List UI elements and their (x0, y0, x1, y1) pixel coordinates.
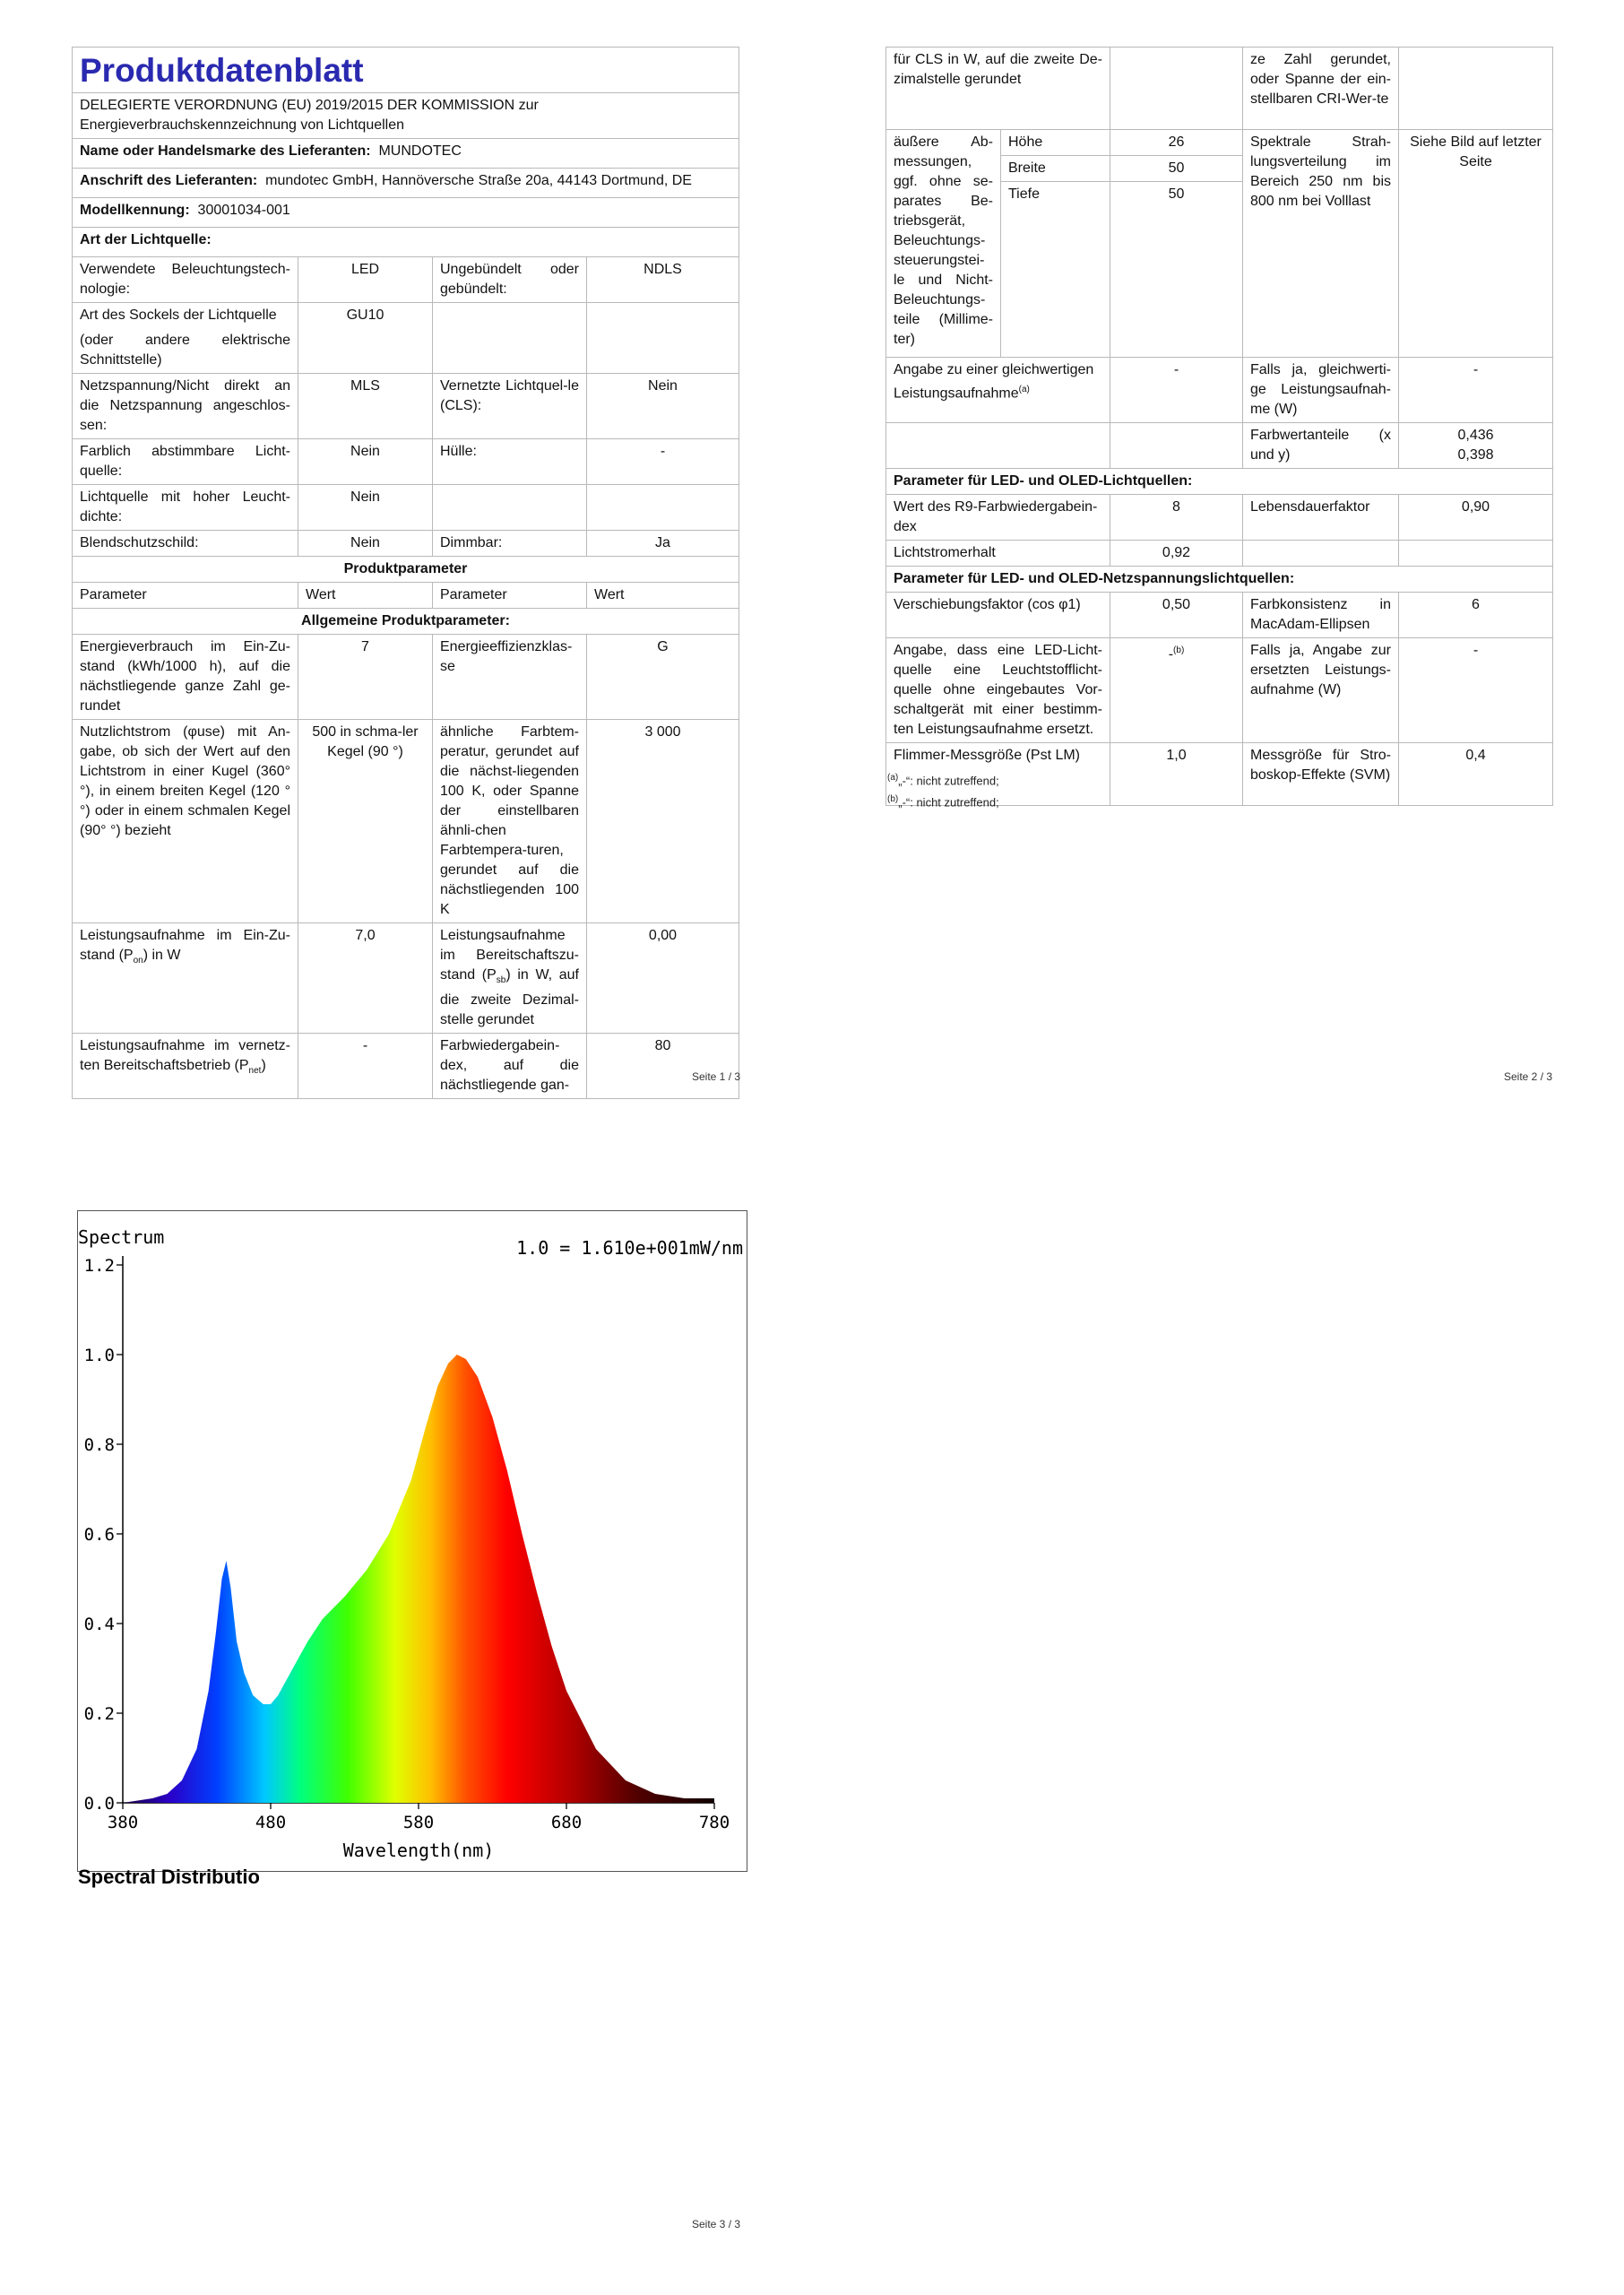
x-tick-label: 480 (255, 1813, 287, 1832)
supplier-name-value: MUNDOTEC (378, 143, 462, 159)
depth-value: 50 (1110, 182, 1243, 358)
replacement-value: -$^{(b)}$ (1110, 638, 1243, 743)
chart-title: Spectrum (78, 1226, 165, 1248)
p1-param-table (72, 256, 739, 1099)
replacement-label: Angabe, dass eine LED-Licht-quelle eine Leuchtstofflicht-quelle ohne eingebautes Vor-schaltgerät mit einer bestimm-ten Leistungsaufnahme ersetzt. (886, 638, 1110, 743)
cls-continued-label: für CLS in W, auf die zweite De-zimalstelle gerundet (886, 48, 1110, 130)
tech-value: LED (298, 257, 433, 303)
mains-value: MLS (298, 374, 433, 439)
r9-label: Wert des R9-Farbwiedergabein-dex (886, 495, 1110, 541)
socket-label (73, 303, 298, 374)
dimmable-label: Dimmbar: (433, 531, 587, 557)
y-tick-label: 0.0 (83, 1794, 115, 1814)
cls-label: Vernetzte Lichtquel-le (CLS): (433, 374, 587, 439)
envelope-value: - (587, 439, 739, 485)
high-luminance-value: Nein (298, 485, 433, 531)
replacement-w-value: - (1399, 638, 1553, 743)
glare-value: Nein (298, 531, 433, 557)
power-net-label: Leistungsaufnahme im vernetz-ten Bereitschaftsbetrieb $(P_{net})$ (73, 1034, 298, 1099)
x-tick-label: 680 (550, 1813, 583, 1832)
spectral-value: Siehe Bild auf letzter Seite (1399, 130, 1553, 358)
power-net-value: - (298, 1034, 433, 1099)
section-allgemeine: Allgemeine Produktparameter: (73, 609, 739, 635)
model-label: Modellkennung: (80, 203, 190, 218)
luminous-flux-value: 500 in schma-ler Kegel (90 °) (298, 720, 433, 923)
energy-value: 7 (298, 635, 433, 720)
regulation-text: DELEGIERTE VERORDNUNG (EU) 2019/2015 DER KOMMISSION zur Energieverbrauchskennzeichnung von Lichtquellen (73, 93, 739, 139)
socket-label-a: Art des Sockels der Lichtquelle (80, 307, 277, 323)
mains-label: Netzspannung/Nicht direkt an die Netzspannung angeschlos-sen: (73, 374, 298, 439)
flicker-value: 1,0 (1110, 743, 1243, 806)
glare-label: Blendschutzschild: (73, 531, 298, 557)
page-number-3: Seite 3 / 3 (692, 2218, 741, 2230)
dimensions-label: äußere Ab-messungen, ggf. ohne se-parates Be-triebsgerät, Beleuchtungs-steuerungstei-le und Nicht-Beleuchtungs-teile (Millime-ter) (886, 130, 1001, 358)
height-label: Höhe (1001, 130, 1110, 156)
section-led: Parameter für LED- und OLED-Lichtquellen: (886, 469, 1553, 495)
page-2 (885, 47, 1553, 806)
width-value: 50 (1110, 156, 1243, 182)
color-consistency-label: Farbkonsistenz in MacAdam-Ellipsen (1243, 593, 1399, 638)
page-title: Produktdatenblatt (80, 52, 364, 89)
cri-label: Farbwiedergabein-dex, auf die nächstliegende gan- (433, 1034, 587, 1099)
y-tick-label: 1.0 (83, 1346, 115, 1365)
supplier-name-row (73, 139, 739, 169)
x-tick-label: 580 (402, 1813, 435, 1832)
cct-value: 3 000 (587, 720, 739, 923)
address-row (73, 169, 739, 198)
tunable-value: Nein (298, 439, 433, 485)
art-label: Art der Lichtquelle: (73, 228, 739, 257)
efficiency-class-label: Energieeffizienzklas-se (433, 635, 587, 720)
cct-label: ähnliche Farbtem-peratur, gerundet auf die nächst-liegenden 100 K, oder Spanne der einstellbaren ähnli-chen Farbtempera-turen, gerundet auf die nächstliegenden 100 K (433, 720, 587, 923)
stroboscopic-label: Messgröße für Stro-boskop-Effekte (SVM) (1243, 743, 1399, 806)
socket-value: GU10 (298, 303, 433, 374)
col-header-wert-1: Wert (298, 583, 433, 609)
width-label: Breite (1001, 156, 1110, 182)
color-consistency-value: 6 (1399, 593, 1553, 638)
chart-annotation: 1.0 = 1.610e+001mW/nm (516, 1237, 743, 1259)
cut-caption: Spectral Distributio (78, 1866, 260, 1888)
section-produktparameter: Produktparameter (73, 557, 739, 583)
tech-label: Verwendete Beleuchtungstech-nologie: (73, 257, 298, 303)
lumen-maintenance-label: Lichtstromerhalt (886, 541, 1110, 567)
luminous-flux-label: Nutzlichtstrom (φuse) mit An-gabe, ob sich der Wert auf den Lichtstrom in einer Kugel (360° °), in einem breiten Kegel (120 °°) oder in einem schmalen Kegel (90° °) bezieht (73, 720, 298, 923)
lumen-maintenance-value: 0,92 (1110, 541, 1243, 567)
lifetime-factor-label: Lebensdauerfaktor (1243, 495, 1399, 541)
p1-header-table (72, 47, 739, 257)
section-netz: Parameter für LED- und OLED-Netzspannungslichtquellen: (886, 567, 1553, 593)
r9-value: 8 (1110, 495, 1243, 541)
socket-label-b: (oder andere elektrische Schnittstelle) (80, 333, 290, 368)
y-tick-label: 0.6 (83, 1525, 115, 1545)
cri-continued-label: ze Zahl gerundet, oder Spanne der ein-stellbaren CRI-Wer-te (1243, 48, 1399, 130)
cls-value: Nein (587, 374, 739, 439)
equivalent-power-label: Angabe zu einer gleichwertigen Leistungsaufnahme$^{(a)}$ (886, 358, 1110, 423)
y-tick-label: 0.4 (83, 1615, 115, 1634)
power-on-value: 7,0 (298, 923, 433, 1034)
chromaticity-y: 0,398 (1457, 447, 1494, 463)
displacement-value: 0,50 (1110, 593, 1243, 638)
supplier-name-label: Name oder Handelsmarke des Lieferanten: (80, 143, 371, 159)
chromaticity-x: 0,436 (1457, 428, 1494, 443)
power-on-label: Leistungsaufnahme im Ein-Zu-stand $(P_{on})$ in W (73, 923, 298, 1034)
high-luminance-label: Lichtquelle mit hoher Leucht-dichte: (73, 485, 298, 531)
address-value: mundotec GmbH, Hannöversche Straße 20a, 44143 Dortmund, DE (265, 173, 692, 188)
chromaticity-value (1399, 423, 1553, 469)
page-number-1: Seite 1 / 3 (692, 1070, 741, 1083)
x-axis-label: Wavelength(nm) (342, 1840, 495, 1861)
spectrum-chart-frame (77, 1210, 747, 1888)
bundle-label: Ungebündelt oder gebündelt: (433, 257, 587, 303)
chromaticity-label: Farbwertanteile (x und y) (1243, 423, 1399, 469)
energy-label: Energieverbrauch im Ein-Zu-stand (kWh/1000 h), auf die nächstliegende ganze Zahl ge-rundet (73, 635, 298, 720)
equivalent-power-w-value: - (1399, 358, 1553, 423)
col-header-wert-2: Wert (587, 583, 739, 609)
p2-table (885, 47, 1553, 806)
stroboscopic-value: 0,4 (1399, 743, 1553, 806)
flicker-label: Flimmer-Messgröße (Pst LM) (886, 743, 1110, 806)
col-header-param-1: Parameter (73, 583, 298, 609)
page-1 (72, 47, 739, 1099)
displacement-label: Verschiebungsfaktor (cos φ1) (886, 593, 1110, 638)
power-standby-label: Leistungsaufnahme im Bereitschaftszu-stand $(P_{sb})$ in W, auf die zweite Dezimal-stelle gerundet (433, 923, 587, 1034)
address-label: Anschrift des Lieferanten: (80, 173, 258, 188)
model-value: 30001034-001 (197, 203, 290, 218)
model-row (73, 198, 739, 228)
dimmable-value: Ja (587, 531, 739, 557)
envelope-label: Hülle: (433, 439, 587, 485)
lifetime-factor-value: 0,90 (1399, 495, 1553, 541)
power-standby-value: 0,00 (587, 923, 739, 1034)
spectrum-series-area (123, 1355, 714, 1803)
spectral-label: Spektrale Strah-lungsverteilung im Bereich 250 nm bis 800 nm bei Volllast (1243, 130, 1399, 358)
cri-value: 80 (587, 1034, 739, 1099)
footnote-a: $^{(a)}$„-“: nicht zutreffend; (887, 773, 999, 788)
page-number-2: Seite 2 / 3 (1504, 1070, 1553, 1083)
depth-label: Tiefe (1001, 182, 1110, 358)
col-header-param-2: Parameter (433, 583, 587, 609)
footnote-b: $^{(b)}$„-“: nicht zutreffend; (887, 794, 999, 810)
height-value: 26 (1110, 130, 1243, 156)
x-tick-label: 380 (107, 1813, 139, 1832)
y-tick-label: 0.2 (83, 1704, 115, 1724)
replacement-w-label: Falls ja, Angabe zur ersetzten Leistungs-aufnahme (W) (1243, 638, 1399, 743)
bundle-value: NDLS (587, 257, 739, 303)
efficiency-class-value: G (587, 635, 739, 720)
spectrum-chart (78, 1211, 747, 1888)
equivalent-power-w-label: Falls ja, gleichwerti-ge Leistungsaufnah-me (W) (1243, 358, 1399, 423)
y-tick-label: 1.2 (83, 1256, 115, 1276)
x-tick-label: 780 (698, 1813, 730, 1832)
equivalent-power-value: - (1110, 358, 1243, 423)
tunable-label: Farblich abstimmbare Licht-quelle: (73, 439, 298, 485)
y-tick-label: 0.8 (83, 1435, 115, 1455)
